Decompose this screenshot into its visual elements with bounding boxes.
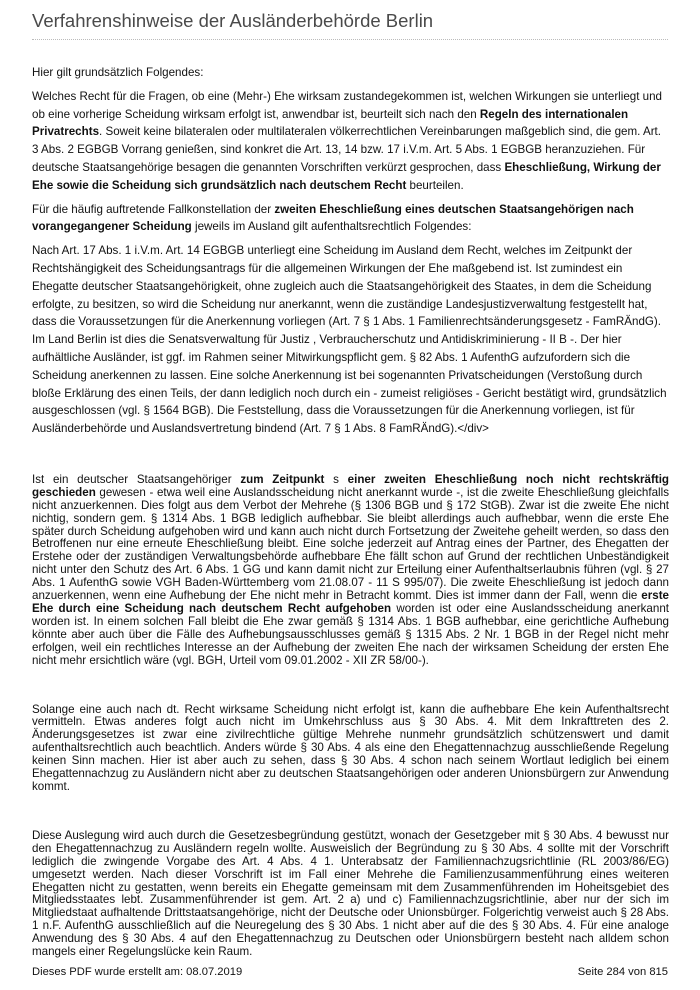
- paragraph-second-marriage: Für die häufig auftretende Fallkonstellation der zweiten Eheschließung eines deutschen Staatsangehörigen nach vorangegangener Scheidung jeweils im Ausland gilt aufenthaltsrechtlich Folgendes:: [32, 202, 634, 234]
- document-body: [32, 64, 669, 965]
- paragraph-private-international-law: Welches Recht für die Fragen, ob eine (Mehr-) Ehe wirksam zustandegekommen ist, welchen Wirkungen sie unterliegt und ob eine vorherige Scheidung wirksam erfolgt ist, anwendbar ist, beurteilt sich nach den Regeln des internationalen Privatrechts. Soweit keine bilateralen oder multilateralen völkerrechtlichen Vereinbarungen maßgeblich sind, die gem. Art. 3 Abs. 2 EGBGB Vorrang genießen, sind konkret die Art. 13, 14 bzw. 17 i.V.m. Art. 5 Abs. 1 EGBGB heranzuziehen. Für deutsche Staatsangehörige besagen die genannten Vorschriften verkürzt gesprochen, dass Eheschließung, Wirkung der Ehe sowie die Scheidung sich grundsätzlich nach deutschem Recht beurteilen.: [32, 89, 663, 192]
- page-title: Verfahrenshinweise der Ausländerbehörde Berlin: [32, 10, 434, 31]
- paragraph-divorce-recognition: Nach Art. 17 Abs. 1 i.V.m. Art. 14 EGBGB unterliegt eine Scheidung im Ausland dem Recht, welches im Zeitpunkt der Rechtshängigkeit des Scheidungsantrags für die allgemeinen Wirkungen der Ehe maßgebend ist. Ist zumindest ein Ehegatte deutscher Staatsangehörigkeit, ohne zugleich auch die Staatsangehörigkeit des Staates, in dem die Scheidung erfolgte, zu besitzen, so wird die Scheidung nur anerkannt, wenn die zuständige Landesjustizverwaltung festgestellt hat, dass die Voraussetzungen für die Anerkennung vorliegen (Art. 7 § 1 Abs. 1 Familienrechtsänderungsgesetz - FamRÄndG). Im Land Berlin ist dies die Senatsverwaltung für Justiz , Verbraucherschutz und Antidiskriminierung - II B -. Der hier aufhältliche Ausländer, ist ggf. im Rahmen seiner Mitwirkungspflicht gem. § 82 Abs. 1 AufenthG aufzufordern sich die Scheidung anerkennen zu lassen. Eine solche Anerkennung ist bei sogenannten Privatscheidungen (Verstoßung durch bloße Erklärung des einen Teils, der dann lediglich noch durch ein - zumeist religiöses - Gericht bestätigt wird, grundsätzlich ausgeschlossen (vgl. § 1564 BGB). Die Feststellung, dass die Voraussetzungen für die Anerkennung vorliegen, ist für Ausländerbehörde und Auslandsvertretung bindend (Art. 7 § 1 Abs. 8 FamRÄndG).</div>: [32, 244, 667, 436]
- footer-created-date: Dieses PDF wurde erstellt am: 08.07.2019: [32, 966, 243, 978]
- paragraph-legislative-reasoning: Diese Auslegung wird auch durch die Gesetzesbegründung gestützt, wonach der Gesetzgeber mit § 30 Abs. 4 bewusst nur den Ehegattennachzug zu Ausländern regeln wollte. Ausweislich der Begründung zu § 30 Abs. 4 sollte mit der Vorschrift lediglich die zwingende Vorgabe des Art. 4 Abs. 4 1. Unterabsatz der Familiennachzugsrichtlinie (RL 2003/86/EG) umgesetzt werden. Nach dieser Vorschrift ist im Fall einer Mehrehe die Familienzusammenführung eines weiteren Ehegatten nicht zu gestatten, wenn bereits ein Ehegatte gemeinsam mit dem Zusammenführenden im Hoheitsgebiet des Mitgliedsstaates lebt. Zusammenführender ist gem. Art. 2 a) und c) Familiennachzugsrichtlinie, aber nur der sich im Mitgliedstaat aufhaltende Drittstaatsangehörige, nicht der Deutsche oder Unionsbürger. Folgerichtig verweist auch § 28 Abs. 1 n.F. AufenthG ausschließlich auf die Neuregelung des § 30 Abs. 1 nicht aber auf die des § 30 Abs. 4. Für eine analoge Anwendung des § 30 Abs. 4 auf den Ehegattennachzug zu Deutschen oder Unionsbürgern besteht nach alldem schon mangels einer Regelungslücke kein Raum.: [32, 828, 669, 959]
- page-header: [32, 8, 668, 40]
- page-footer: [32, 966, 668, 978]
- paragraph-not-divorced: Ist ein deutscher Staatsangehöriger zum Zeitpunkt s einer zweiten Eheschließung noch nicht rechtskräftig geschieden gewesen - etwa weil eine Auslandsscheidung nicht anerkannt wurde -, ist die zweite Eheschließung gleichfalls nicht anzuerkennen. Dies folgt aus dem Verbot der Mehrehe (§ 1306 BGB und § 172 StGB). Zwar ist die zweite Ehe nicht nichtig, sondern gem. § 1314 Abs. 1 BGB lediglich aufhebbar. Sie bleibt allerdings auch aufhebbar, wenn die erste Ehe später durch Scheidung aufgehoben wird und kann auch nicht durch Fortsetzung der Zweitehe geheilt werden, so dass den Betroffenen nur eine erneute Eheschließung bleibt. Eine solche jederzeit auf Antrag eines der Partner, des Ehegatten der Erstehe oder der zuständigen Verwaltungsbehörde aufhebbare Ehe fällt schon auf Grund der rechtlichen Unbeständigkeit nicht unter den Schutz des Art. 6 Abs. 1 GG und kann damit nicht zur Erteilung einer Aufenthaltserlaubnis führen (vgl. § 27 Abs. 1 AufenthG sowie VGH Baden-Württemberg vom 21.08.07 - 11 S 995/07). Die zweite Eheschließung ist jedoch dann anzuerkennen, wenn eine Aufhebung der Ehe nicht mehr in Betracht kommt. Dies ist immer dann der Fall, wenn die erste Ehe durch eine Scheidung nach deutschem Recht aufgehoben worden ist oder eine Auslandsscheidung anerkannt worden ist. In einem solchen Fall bleibt die Ehe zwar gemäß § 1314 Abs. 1 BGB aufhebbar, eine gerichtliche Aufhebung könnte aber auch über die Fälle des Aufhebungsausschlusses gemäß § 1315 Abs. 2 Nr. 1 BGB in der Regel nicht mehr erfolgen, weil ein rechtliches Interesse an der Aufhebung der zweiten Ehe nach der wirksamen Scheidung der ersten Ehe nicht mehr ersichtlich wäre (vgl. BGH, Urteil vom 09.01.2002 - XII ZR 58/00-).: [32, 472, 669, 667]
- intro-paragraph: Hier gilt grundsätzlich Folgendes:: [32, 66, 204, 79]
- footer-page-number: Seite 284 von 815: [577, 966, 668, 978]
- paragraph-residence-right: Solange eine auch nach dt. Recht wirksame Scheidung nicht erfolgt ist, kann die aufhebbare Ehe kein Aufenthaltsrecht vermitteln. Etwas anderes folgt auch nicht im Umkehrschluss aus § 30 Abs. 4. Mit dem Inkrafttreten des 2. Änderungsgesetzes ist zwar eine zivilrechtliche gültige Mehrehe nunmehr grundsätzlich schützenswert und damit aufenthaltsrechtlich auch beachtlich. Anders würde § 30 Abs. 4 als eine den Ehegattennachzug ausschließende Regelung keinen Sinn machen. Hier ist aber auch zu sehen, dass § 30 Abs. 4 schon nach seinem Wortlaut lediglich bei einem Ehegattennachzug zu Ausländern nicht aber zu deutschen Staatsangehörigen oder anderen Unionsbürgern zur Anwendung kommt.: [32, 702, 669, 793]
